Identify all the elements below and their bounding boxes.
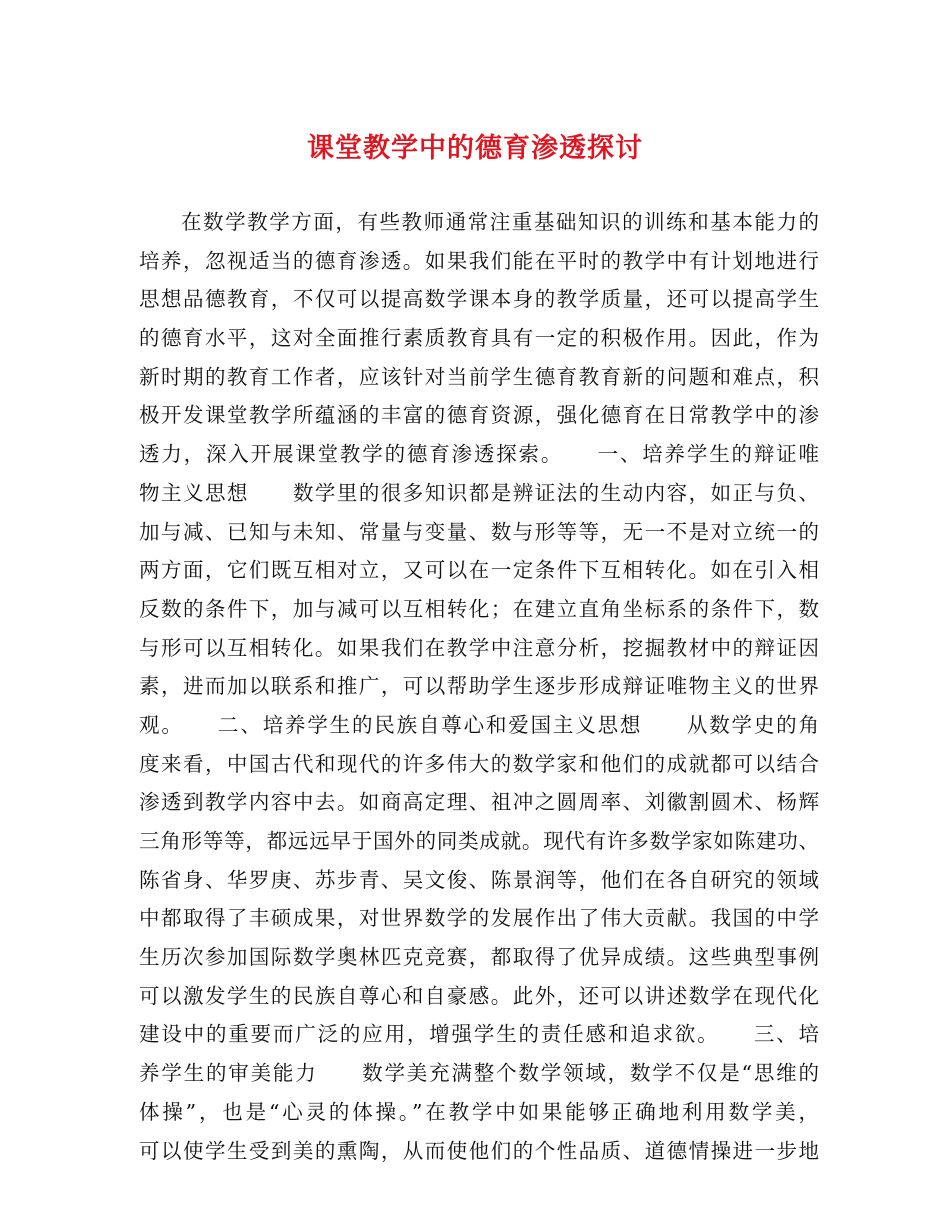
document-body (139, 203, 819, 1170)
body-line: 两方面，它们既互相对立，又可以在一定条件下互相转化。如在引入相 (139, 558, 819, 583)
body-line: 新时期的教育工作者，应该针对当前学生德育教育新的问题和难点，积 (139, 364, 819, 389)
body-line: 三角形等等，都远远早于国外的同类成就。现代有许多数学家如陈建功、 (139, 829, 819, 853)
body-line: 建设中的重要而广泛的应用，增强学生的责任感和追求欲。 三、培 (139, 1022, 819, 1047)
body-line: 极开发课堂教学所蕴涵的丰富的德育资源，强化德育在日常教学中的渗 (139, 403, 819, 428)
body-line: 养学生的审美能力 数学美充满整个数学领域，数学不仅是“思维的 (139, 1061, 819, 1086)
body-line: 反数的条件下，加与减可以互相转化；在建立直角坐标系的条件下，数 (139, 596, 819, 621)
body-line: 陈省身、华罗庚、苏步青、吴文俊、陈景润等，他们在各自研究的领域 (139, 867, 819, 892)
body-line: 透力，深入开展课堂教学的德育渗透探索。 一、培养学生的辩证唯 (139, 442, 819, 467)
body-line: 体操”，也是“心灵的体操。”在教学中如果能够正确地利用数学美， (139, 1099, 819, 1124)
body-line: 在数学教学方面，有些教师通常注重基础知识的训练和基本能力的 (181, 210, 819, 234)
body-line: 思想品德教育，不仅可以提高数学课本身的教学质量，还可以提高学生 (139, 287, 819, 312)
body-line: 物主义思想 数学里的很多知识都是辨证法的生动内容，如正与负、 (139, 480, 819, 505)
body-line: 中都取得了丰硕成果，对世界数学的发展作出了伟大贡献。我国的中学 (139, 906, 819, 931)
body-line: 渗透到教学内容中去。如商高定理、祖冲之圆周率、刘徽割圆术、杨辉 (139, 790, 819, 815)
body-line: 度来看，中国古代和现代的许多伟大的数学家和他们的成就都可以结合 (139, 751, 819, 776)
body-line: 可以激发学生的民族自尊心和自豪感。此外，还可以讲述数学在现代化 (139, 983, 819, 1008)
body-line: 可以使学生受到美的熏陶，从而使他们的个性品质、道德情操进一步地 (139, 1138, 819, 1163)
body-line: 培养，忽视适当的德育渗透。如果我们能在平时的教学中有计划地进行 (139, 248, 819, 273)
body-line: 的德育水平，这对全面推行素质教育具有一定的积极作用。因此，作为 (139, 326, 819, 351)
body-line: 加与减、已知与未知、常量与变量、数与形等等，无一不是对立统一的 (139, 519, 819, 544)
body-line: 与形可以互相转化。如果我们在教学中注意分析，挖掘教材中的辩证因 (139, 635, 819, 660)
document-title: 课堂教学中的德育渗透探讨 (307, 133, 643, 164)
body-line: 生历次参加国际数学奥林匹克竞赛，都取得了优异成绩。这些典型事例 (139, 945, 819, 970)
body-line: 观。 二、培养学生的民族自尊心和爱国主义思想 从数学史的角 (139, 712, 819, 737)
body-line: 素，进而加以联系和推广，可以帮助学生逐步形成辩证唯物主义的世界 (139, 674, 819, 699)
